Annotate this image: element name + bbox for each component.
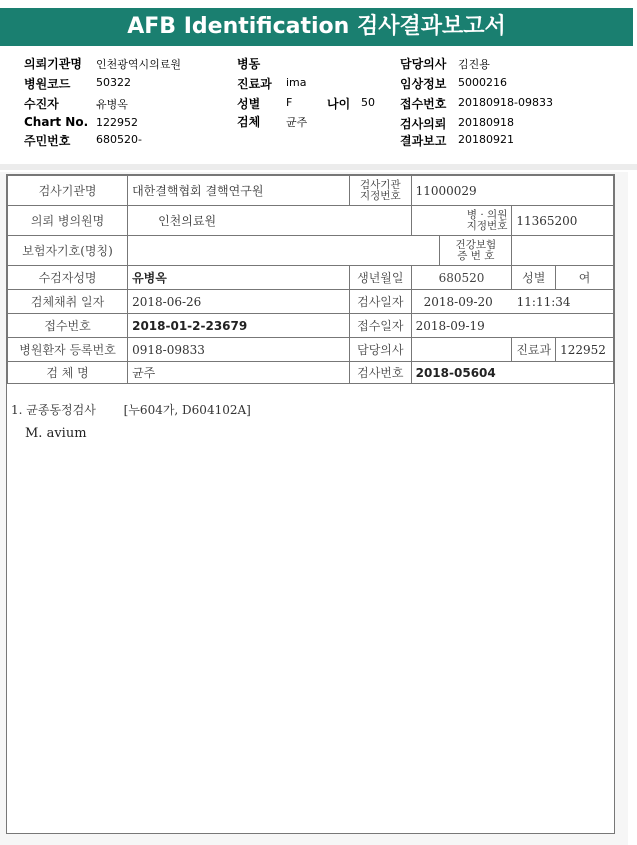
label-test-request: 검사의뢰 (400, 117, 447, 131)
value-result-report: 20180921 (458, 133, 514, 146)
label-hospital-code: 병원코드 (24, 77, 71, 91)
cell-req-hosp: 인천의료원 (128, 206, 412, 236)
inst-code-label-line2: 지정번호 (360, 189, 401, 202)
cell-dob: 680520 (411, 266, 512, 290)
cell-req-hosp-label: 의뢰 병의원명 (8, 206, 128, 236)
label-clinical-info: 임상정보 (400, 77, 447, 91)
table-row (8, 290, 614, 314)
health-ins-label-line1: 건강보험 (455, 238, 497, 251)
cell-test-no: 2018-05604 (411, 362, 613, 384)
hosp-code-label-line1: 병 · 의원 (466, 208, 508, 221)
report-form (6, 174, 615, 834)
cell-patient-label: 수검자성명 (8, 266, 128, 290)
inst-code-label-line1: 검사기관 (360, 178, 401, 191)
label-patient: 수진자 (24, 97, 59, 111)
divider (0, 164, 637, 170)
cell-inst-code-label (350, 176, 412, 206)
cell-doctor-label: 담당의사 (350, 338, 412, 362)
value-chart-no: 122952 (96, 116, 138, 129)
cell-health-ins (512, 236, 614, 266)
result-section (11, 401, 251, 441)
cell-sex-label: 성별 (512, 266, 556, 290)
page-edge (628, 172, 637, 845)
cell-collect-label: 검체채취 일자 (8, 290, 128, 314)
label-receipt-no: 접수번호 (400, 97, 447, 111)
report-title: AFB Identification 검사결과보고서 (0, 8, 633, 46)
value-sex: F (286, 96, 293, 109)
cell-patient: 유병옥 (128, 266, 350, 290)
cell-specimen-label: 검 체 명 (8, 362, 128, 384)
label-department: 진료과 (237, 77, 272, 91)
health-ins-label-line2: 증 번 호 (457, 249, 495, 262)
table-row (8, 236, 614, 266)
cell-receipt-date: 2018-09-19 (411, 314, 613, 338)
table-row (8, 362, 614, 384)
cell-hosp-code: 11365200 (512, 206, 614, 236)
cell-inst-name-label: 검사기관명 (8, 176, 128, 206)
report-table (7, 175, 614, 384)
label-chart-no: Chart No. (24, 115, 89, 129)
table-row (8, 206, 614, 236)
table-row (8, 266, 614, 290)
cell-receipt-date-label: 접수일자 (350, 314, 412, 338)
cell-specimen: 균주 (128, 362, 350, 384)
label-specimen: 검체 (237, 115, 261, 129)
result-test-name: 1. 균종동정검사 (11, 403, 96, 417)
cell-test-date-label: 검사일자 (350, 290, 412, 314)
cell-insurer (128, 236, 440, 266)
cell-hosp-code-label (411, 206, 512, 236)
table-row (8, 338, 614, 362)
result-test-code: [누604가, D604102A] (123, 403, 251, 417)
cell-reg-label: 병원환자 등록번호 (8, 338, 128, 362)
value-receipt-no: 20180918-09833 (458, 96, 553, 109)
label-requesting-institution: 의뢰기관명 (24, 57, 82, 71)
cell-reg-no: 0918-09833 (128, 338, 350, 362)
cell-collect-date: 2018-06-26 (128, 290, 350, 314)
value-patient: 유병옥 (96, 98, 128, 111)
value-requesting-institution: 인천광역시의료원 (96, 58, 182, 71)
table-row (8, 176, 614, 206)
cell-receipt-label: 접수번호 (8, 314, 128, 338)
cell-inst-code: 11000029 (411, 176, 613, 206)
result-organism: M. avium (25, 426, 87, 441)
value-department: ima (286, 76, 307, 89)
label-age: 나이 (327, 97, 351, 111)
label-resident-no: 주민번호 (24, 134, 71, 148)
value-test-request: 20180918 (458, 116, 514, 129)
table-row (8, 314, 614, 338)
cell-insurer-label: 보험자기호(명칭) (8, 236, 128, 266)
value-attending-doctor: 김진용 (458, 58, 490, 71)
value-specimen: 균주 (286, 116, 308, 129)
test-date: 2018-09-20 (423, 294, 493, 309)
test-time: 11:11:34 (516, 294, 571, 309)
value-resident-no: 680520- (96, 133, 142, 146)
label-attending-doctor: 담당의사 (400, 57, 447, 71)
cell-dept-label: 진료과 (512, 338, 556, 362)
label-result-report: 결과보고 (400, 134, 447, 148)
value-hospital-code: 50322 (96, 76, 131, 89)
cell-receipt-no: 2018-01-2-23679 (128, 314, 350, 338)
label-sex: 성별 (237, 97, 261, 111)
cell-dob-label: 생년월일 (350, 266, 412, 290)
value-clinical-info: 5000216 (458, 76, 507, 89)
cell-test-no-label: 검사번호 (350, 362, 412, 384)
cell-sex: 여 (556, 266, 614, 290)
hosp-code-label-line2: 지정번호 (466, 219, 508, 232)
value-age: 50 (361, 96, 375, 109)
cell-health-ins-label (440, 236, 512, 266)
cell-doctor (411, 338, 512, 362)
cell-inst-name: 대한결핵협회 결핵연구원 (128, 176, 350, 206)
scanned-report (0, 172, 637, 845)
cell-test-datetime (411, 290, 613, 314)
result-test-line (11, 401, 251, 418)
report-header (0, 50, 637, 162)
label-ward: 병동 (237, 57, 261, 71)
cell-dept: 122952 (556, 338, 614, 362)
